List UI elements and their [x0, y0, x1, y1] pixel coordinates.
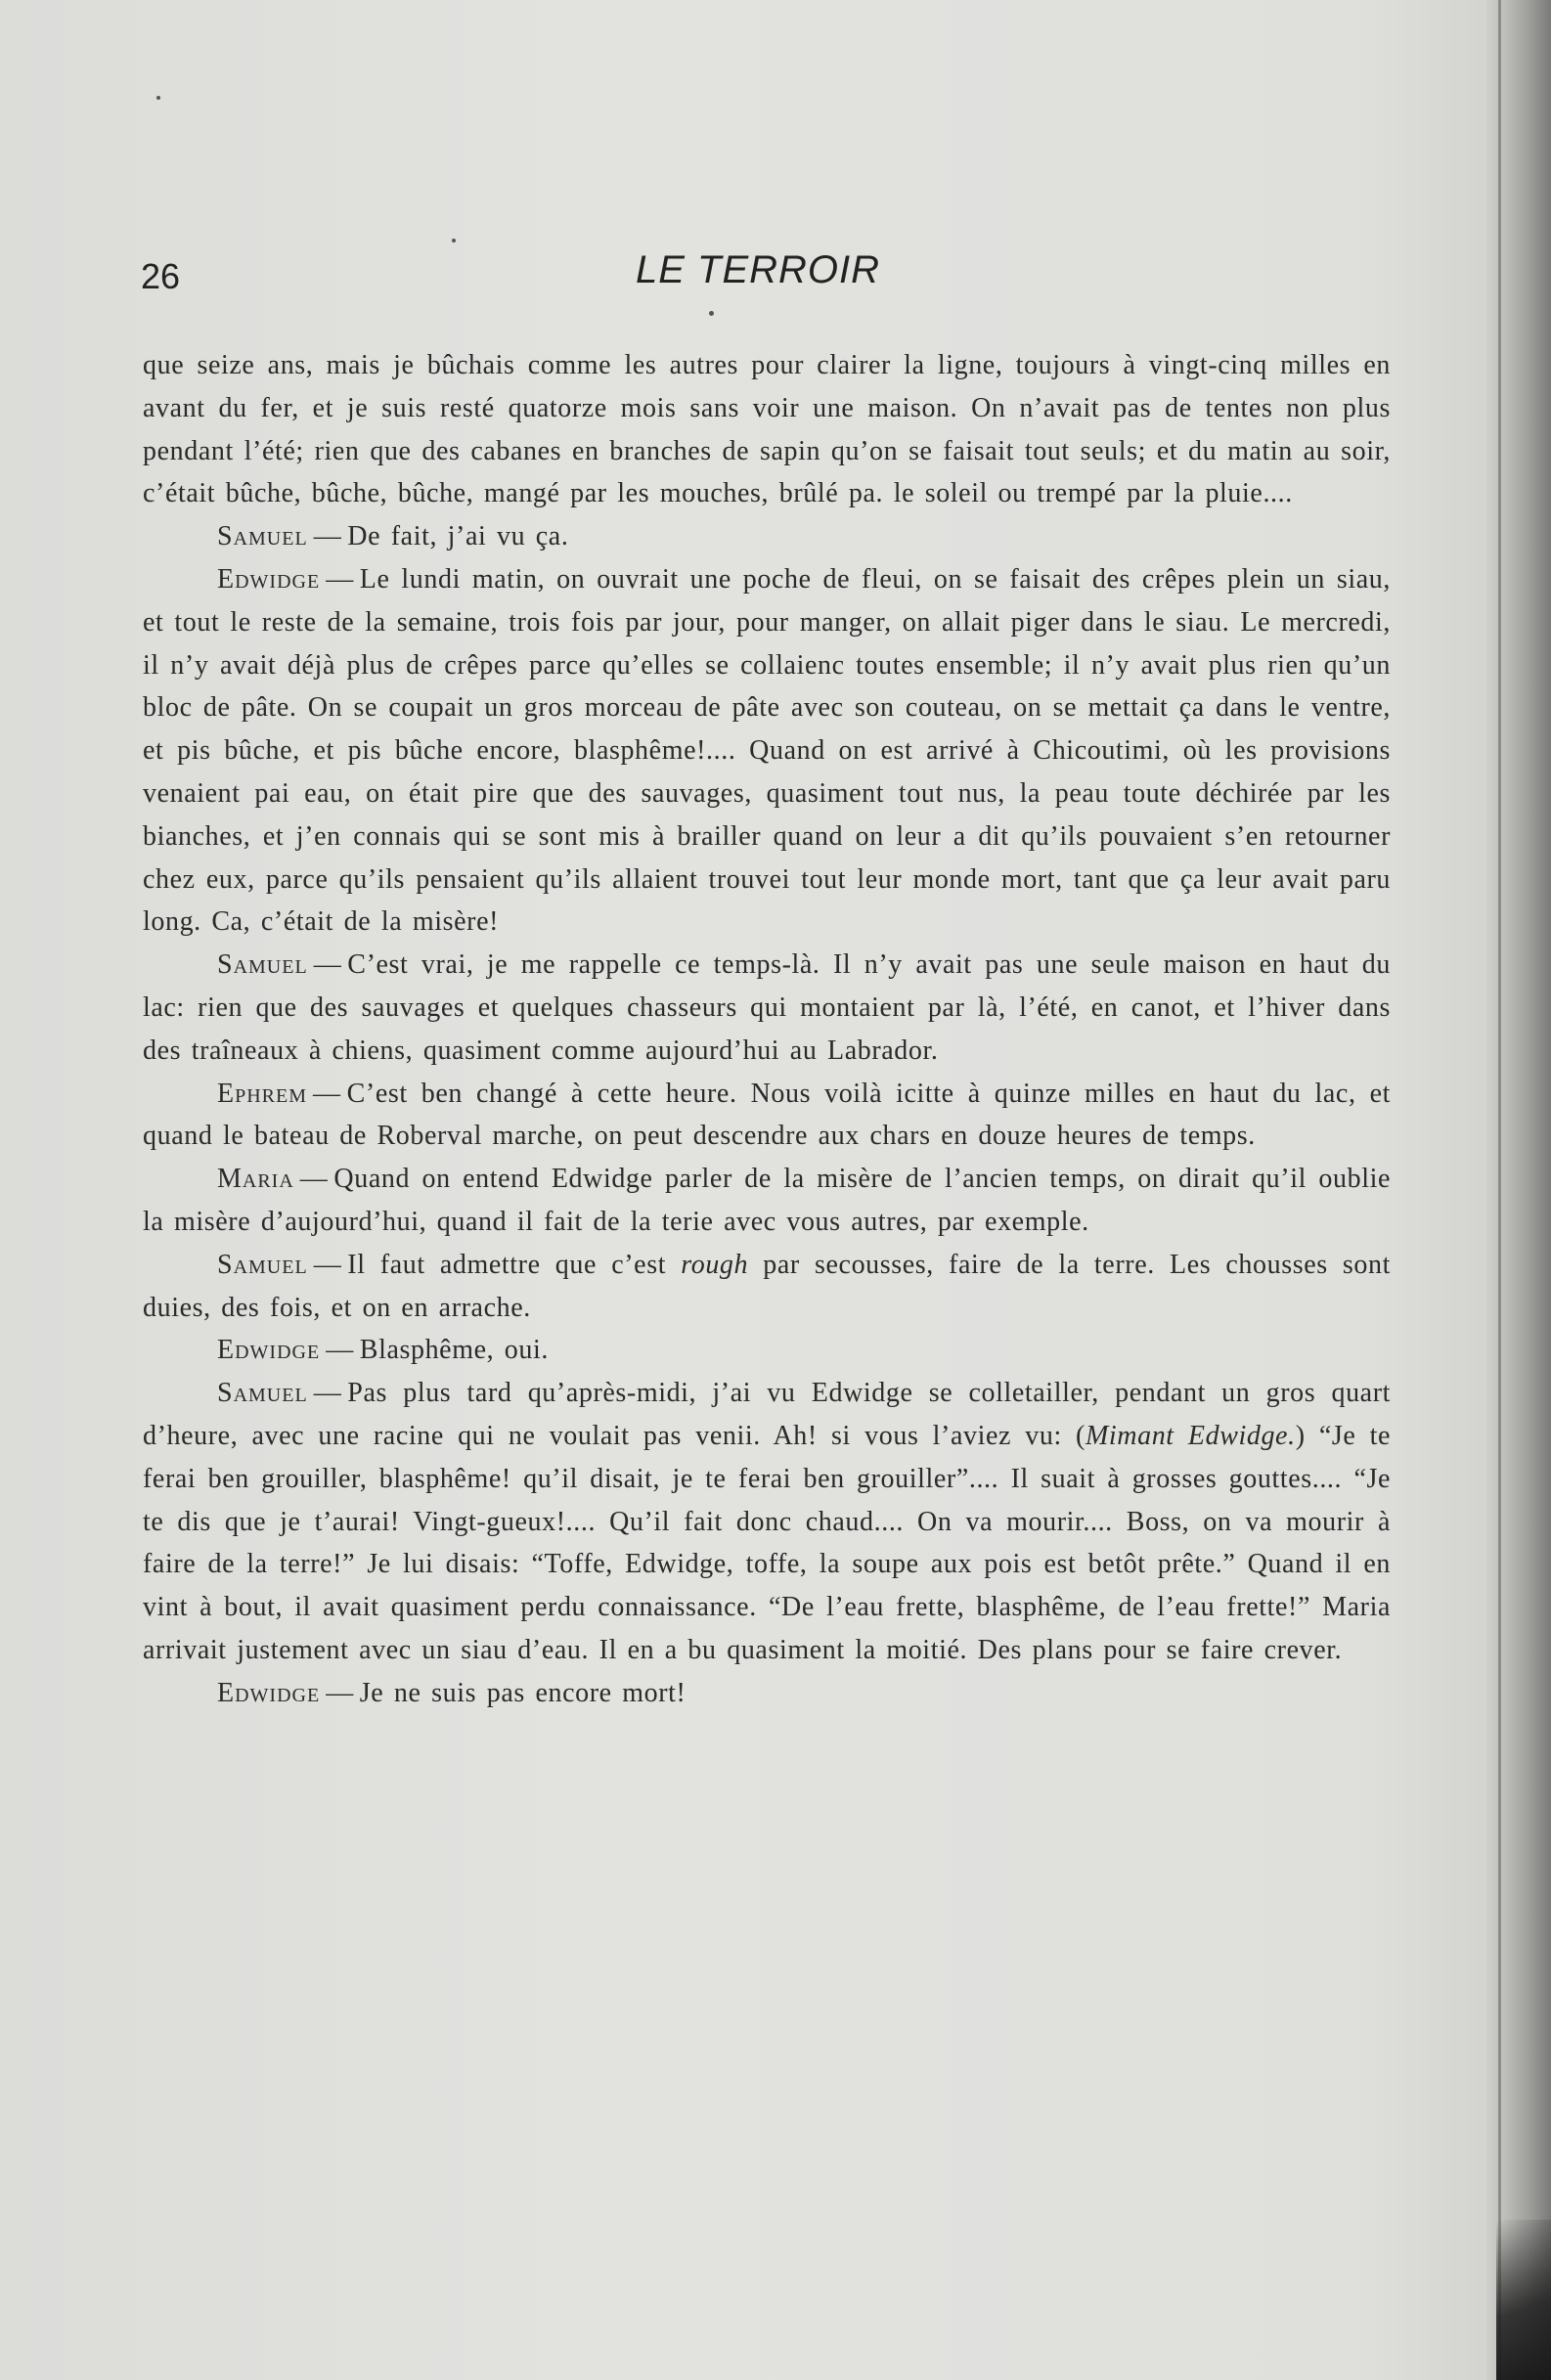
dialogue-line [143, 558, 1391, 944]
speaker-name: Edwidge [217, 1677, 321, 1708]
speaker-name: Samuel [217, 1378, 308, 1409]
dialogue-line [143, 1244, 1391, 1330]
running-title: LE TERROIR [636, 248, 881, 291]
dialogue-text: Pas plus tard qu’après-midi, j’ai vu Edwidge se colletailler, pendant un gros quart d’heure, avec une racine qui ne voulait pas venii. Ah! si vous l’aviez vu: ( [143, 1378, 1391, 1451]
speaker-name: Maria [217, 1164, 294, 1195]
stage-direction: Mimant Edwidge. [1085, 1420, 1296, 1451]
body-text [143, 344, 1391, 1715]
paper-speck [156, 96, 160, 100]
dialogue-line [143, 515, 1391, 558]
em-dash: — [313, 949, 342, 981]
paper-speck [452, 239, 456, 242]
em-dash: — [313, 1249, 342, 1280]
book-gutter [1486, 0, 1551, 2380]
em-dash: — [326, 563, 354, 595]
dialogue-text: Le lundi matin, on ouvrait une poche de fleui, on se faisait des crêpes plein un siau, et tout le reste de la semaine, trois fois par jour, pour manger, on allait piger dans le siau. Le mercredi, il n’y avait déjà plus de crêpes parce qu’elles se collaienc toutes ensemble; il n’y avait plus rien qu’un bloc de pâte. On se coupait un gros morceau de pâte avec son couteau, on se mettait ça dans le ventre, et pis bûche, et pis bûche encore, blasphême!.... Quand on est arrivé à Chicoutimi, où les provisions venaient pai eau, on était pire que des sauvages, quasiment tout nus, la peau toute déchirée par les bianches, et j’en connais qui se sont mis à brailler quand on leur a dit qu’ils pouvaient s’en retourner chez eux, parce qu’ils pensaient qu’ils allaient trouvei tout leur monde mort, tant que ça leur avait paru long. Ca, c’était de la misère! [143, 563, 1391, 938]
speaker-name: Samuel [217, 949, 308, 981]
dialogue-text: Il faut admettre que c’est [347, 1249, 682, 1280]
speaker-name: Edwidge [217, 563, 321, 595]
dialogue-text: par secousses, faire de la terre. Les chousses sont duies, des fois, et on en arrache. [143, 1249, 1391, 1323]
page-header [137, 244, 1408, 303]
dialogue-text: Quand on entend Edwidge parler de la misère de l’ancien temps, on dirait qu’il oublie la misère d’aujourd’hui, quand il fait de la terie avec vous autres, par exemple. [143, 1164, 1391, 1237]
dialogue-line [143, 1329, 1391, 1372]
page-number: 26 [141, 256, 181, 296]
dialogue-line [143, 1073, 1391, 1159]
dialogue-line [143, 1372, 1391, 1672]
em-dash: — [326, 1335, 354, 1366]
dialogue-text: Blasphême, oui. [359, 1335, 549, 1366]
em-dash: — [313, 1078, 341, 1109]
em-dash: — [299, 1164, 329, 1195]
dialogue-text: C’est ben changé à cette heure. Nous voilà icitte à quinze milles en haut du lac, et quand le bateau de Roberval marche, on peut descendre aux chars en douze heures de temps. [143, 1078, 1391, 1152]
speaker-name: Samuel [217, 1249, 308, 1280]
em-dash: — [326, 1677, 354, 1708]
page-edge [1498, 0, 1501, 2380]
page-corner-shadow [1496, 2220, 1551, 2380]
speaker-name: Ephrem [217, 1078, 308, 1109]
emphasized-word: rough [681, 1249, 749, 1280]
dialogue-line [143, 1158, 1391, 1244]
paper-speck [709, 311, 714, 316]
em-dash: — [313, 521, 342, 552]
dialogue-text: ) “Je te ferai ben grouiller, blasphême! qu’il disait, je te ferai ben grouiller”.... Il suait à grosses gouttes.... “Je te dis que je t’aurai! Vingt-gueux!.... Qu’il fait donc chaud.... On va mourir.... Boss, on va mourir à faire de la terre!” Je lui disais: “Toffe, Edwidge, toffe, la soupe aux pois est betôt prête.” Quand il en vint à bout, il avait quasiment perdu connaissance. “De l’eau frette, blasphême, de l’eau frette!” Maria arrivait justement avec un siau d’eau. Il en a bu quasiment la moitié. Des plans pour se faire crever. [143, 1420, 1392, 1665]
paragraph-opening: que seize ans, mais je bûchais comme les autres pour clairer la ligne, toujours à vingt-cinq milles en avant du fer, et je suis resté quatorze mois sans voir une maison. On n’avait pas de tentes non plus pendant l’été; rien que des cabanes en branches de sapin qu’on se faisait tout seuls; et du matin au soir, c’était bûche, bûche, bûche, mangé par les mouches, brûlé pa. le soleil ou trempé par la pluie.... [143, 350, 1391, 509]
dialogue-text: Je ne suis pas encore mort! [359, 1677, 687, 1708]
dialogue-text: De fait, j’ai vu ça. [347, 521, 569, 552]
em-dash: — [313, 1378, 342, 1409]
dialogue-line [143, 944, 1391, 1072]
speaker-name: Edwidge [217, 1335, 321, 1366]
dialogue-text: C’est vrai, je me rappelle ce temps-là. Il n’y avait pas une seule maison en haut du lac: rien que des sauvages et quelques chasseurs qui montaient par là, l’été, en canot, et l’hiver dans des traîneaux à chiens, quasiment comme aujourd’hui au Labrador. [143, 949, 1391, 1066]
speaker-name: Samuel [217, 521, 308, 552]
dialogue-line [143, 1672, 1391, 1715]
